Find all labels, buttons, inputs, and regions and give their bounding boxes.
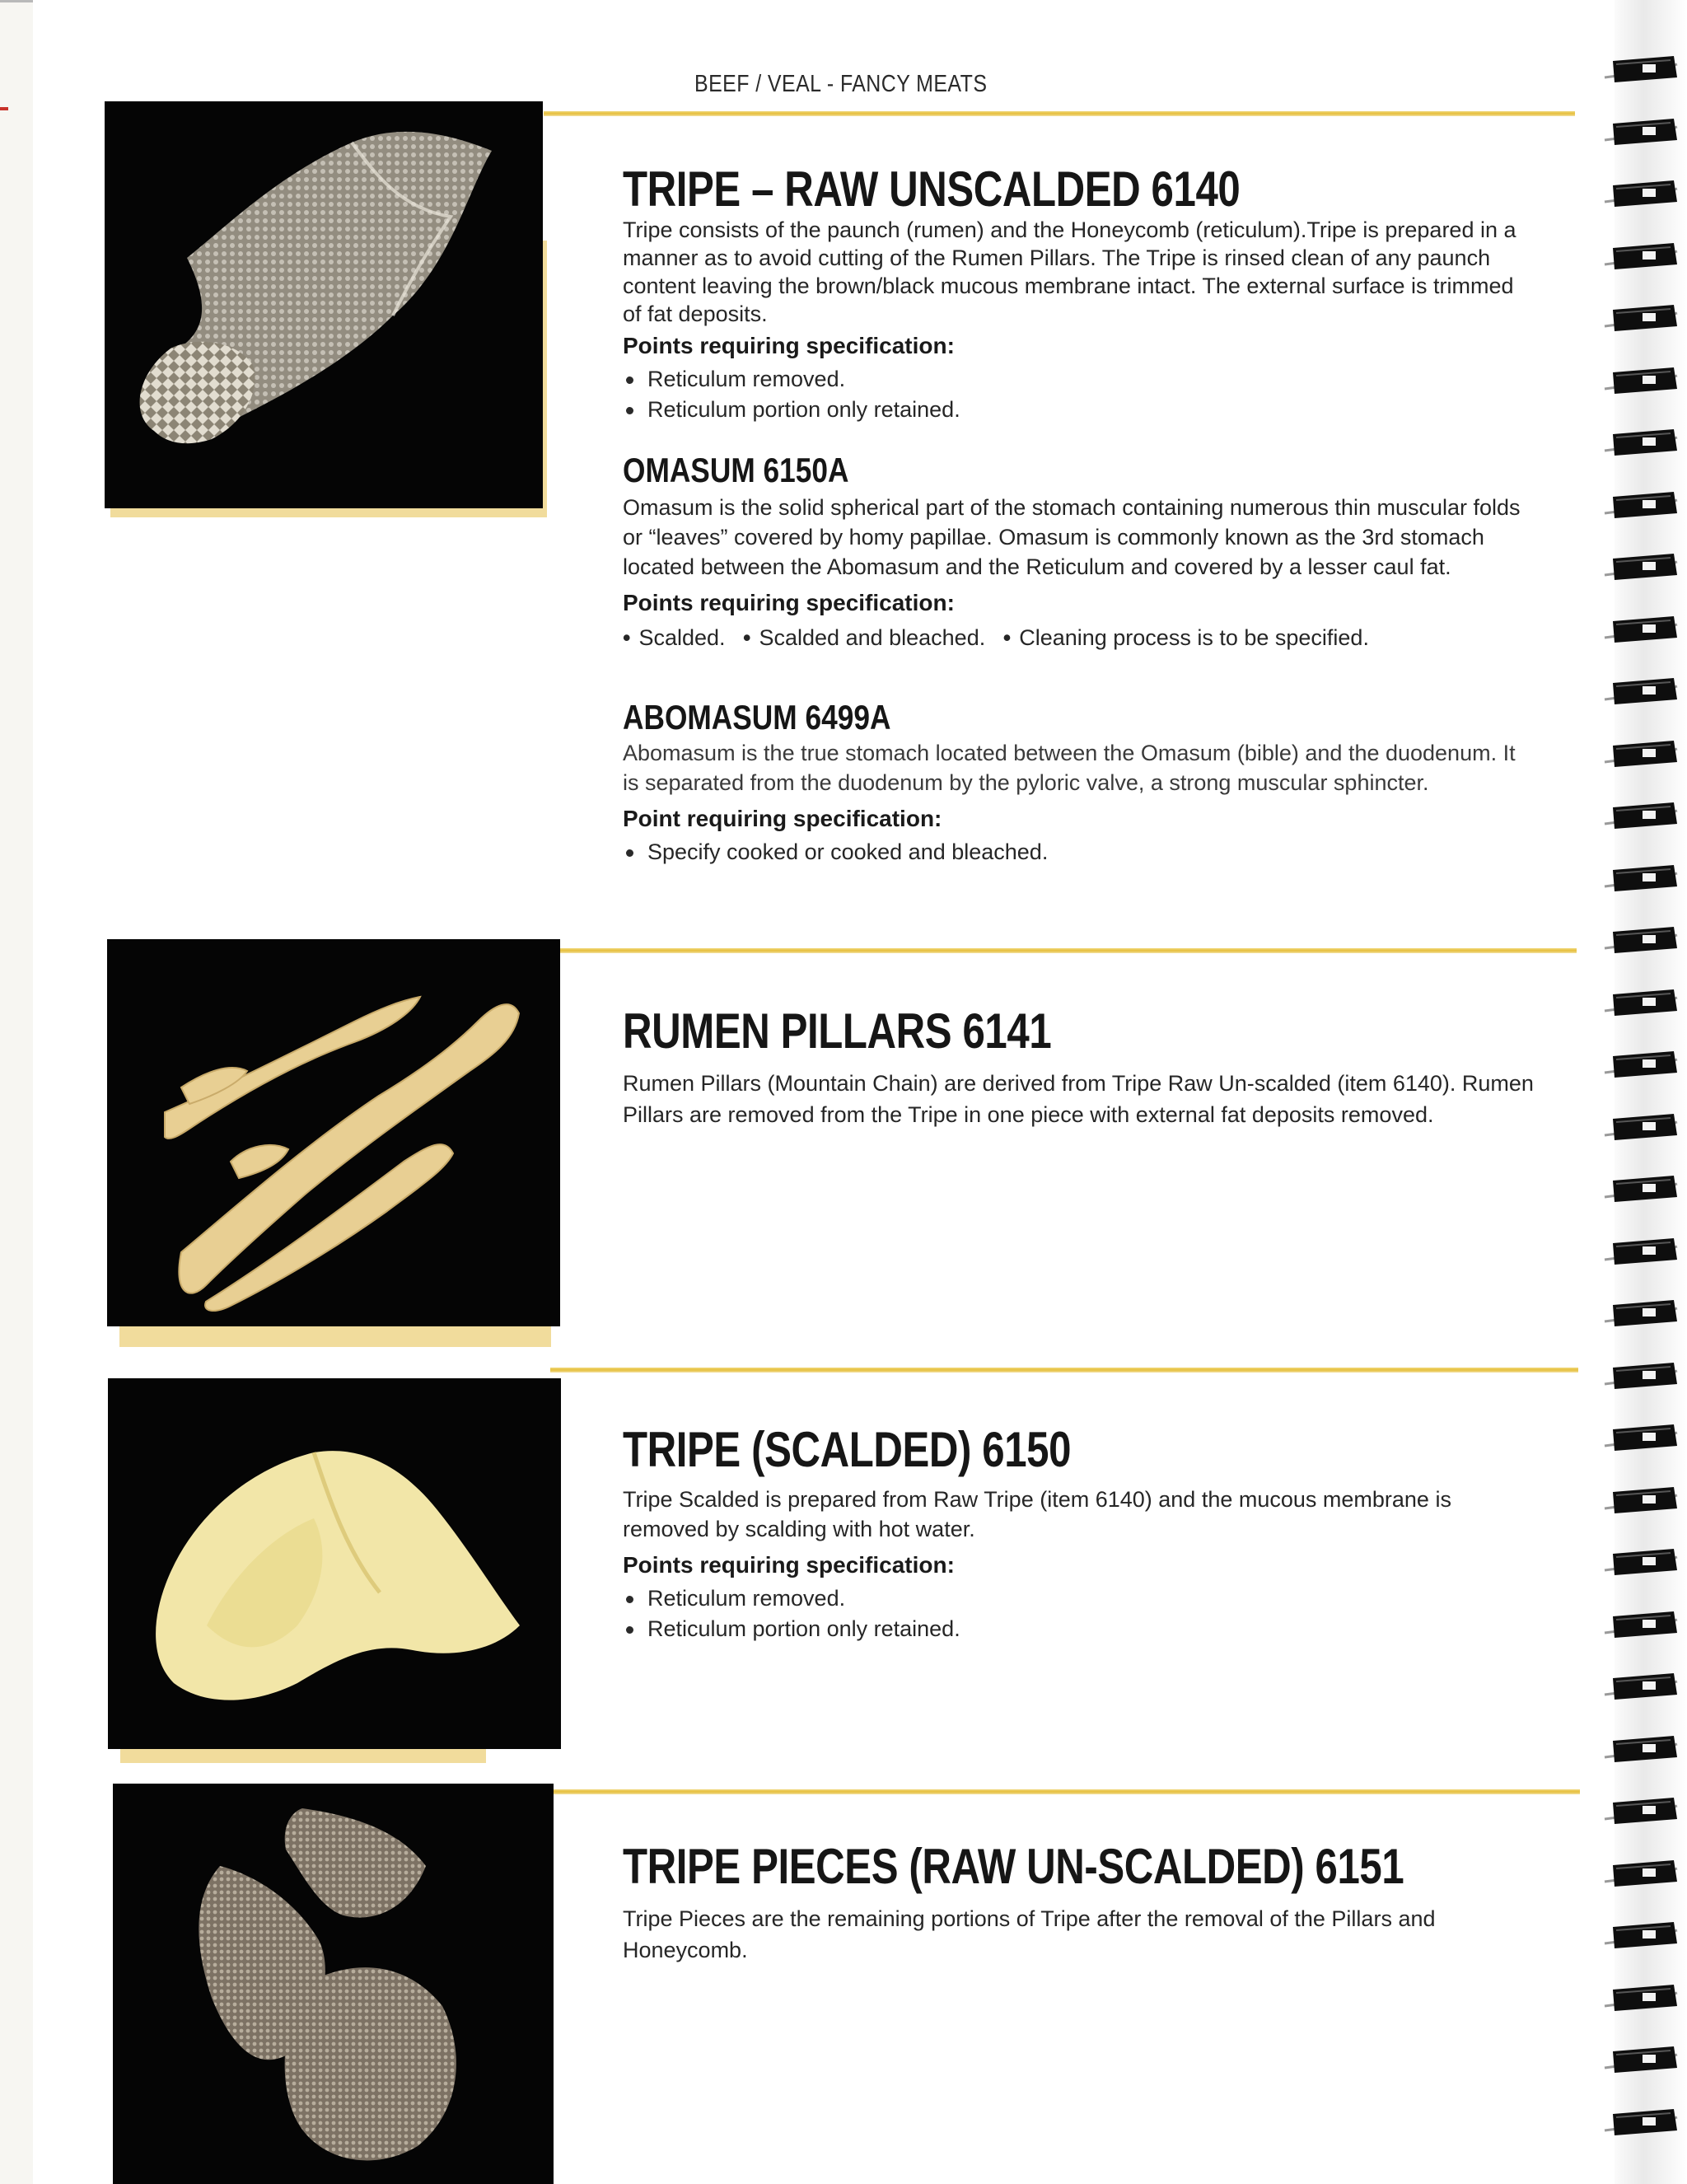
spec-label: Points requiring specification: xyxy=(623,1552,955,1578)
binding-coil xyxy=(1598,1915,1680,1953)
spec-point: Cleaning process is to be specified. xyxy=(1019,625,1369,650)
section-title: TRIPE (SCALDED) 6150 xyxy=(623,1422,1072,1477)
binding-coil xyxy=(1598,734,1680,772)
binding-coil xyxy=(1598,298,1680,336)
binding-coil xyxy=(1598,920,1680,958)
binding-coil xyxy=(1598,485,1680,523)
binding-coil xyxy=(1598,796,1680,834)
spec-label: Points requiring specification: xyxy=(623,590,955,615)
binding-coil xyxy=(1598,1169,1680,1207)
spec-point: Specify cooked or cooked and bleached. xyxy=(623,837,1578,868)
spec-points xyxy=(623,837,1578,868)
bullet-dot: • xyxy=(743,625,751,650)
binding-coil xyxy=(1598,858,1680,896)
section-title: OMASUM 6150A xyxy=(623,451,849,489)
binding-coil xyxy=(1598,112,1680,150)
binding-coil xyxy=(1598,1978,1680,2016)
photo-tripe-raw-unscalded-image xyxy=(105,101,543,508)
page-edge-mark xyxy=(0,107,8,110)
section-description: Tripe consists of the paunch (rumen) and the Honeycomb (reticulum).Tripe is prepared in a manner as to avoid cutting of the Rumen Pillars. The Tripe is rinsed clean of any paunch content leaving the brown/black mucous membrane intact. The external surface is trimmed of fat deposits. xyxy=(623,217,1516,326)
section-description: Rumen Pillars (Mountain Chain) are derived from Tripe Raw Un-scalded (item 6140). Rumen Pillars are removed from the Tripe in one piece with external fat deposits removed. xyxy=(623,1071,1534,1127)
spec-point: Scalded. xyxy=(638,625,726,650)
section-divider-4 xyxy=(550,1789,1580,1794)
bullet-dot: • xyxy=(1002,625,1012,650)
binding-coil xyxy=(1598,1293,1680,1331)
spec-points xyxy=(623,364,1578,425)
section-divider-2 xyxy=(549,948,1577,953)
binding-coil xyxy=(1598,610,1680,648)
spec-point: Reticulum removed. xyxy=(623,364,1578,395)
running-header: BEEF / VEAL - FANCY MEATS xyxy=(694,71,988,97)
spec-points xyxy=(623,1583,1578,1644)
binding-coil xyxy=(1598,1045,1680,1083)
binding-coil xyxy=(1598,1854,1680,1892)
section-title: TRIPE – RAW UNSCALDED 6140 xyxy=(623,161,1241,217)
binding-coil xyxy=(1598,671,1680,709)
binding-coil xyxy=(1598,1232,1680,1270)
bullet-dot: • xyxy=(623,625,631,650)
binding-coil xyxy=(1598,1791,1680,1829)
section-title: TRIPE PIECES (RAW UN-SCALDED) 6151 xyxy=(623,1839,1404,1894)
section-abomasum xyxy=(623,699,1578,868)
spec-point: Reticulum removed. xyxy=(623,1583,1578,1614)
binding-coil xyxy=(1598,1356,1680,1394)
section-description: Omasum is the solid spherical part of the stomach containing numerous thin muscular folds or “leaves” covered by homy papillae. Omasum is commonly known as the 3rd stomach located between the Abomasum and the Reticulum and covered by a lesser caul fat. xyxy=(623,495,1521,579)
section-tripe-scalded xyxy=(623,1424,1578,1644)
spec-label: Point requiring specification: xyxy=(623,806,942,831)
binding-coil xyxy=(1598,547,1680,585)
spec-label: Points requiring specification: xyxy=(623,333,955,358)
section-title: RUMEN PILLARS 6141 xyxy=(623,1003,1052,1059)
binding-coil xyxy=(1598,983,1680,1021)
binding-coil xyxy=(1598,2102,1680,2140)
binding-coil xyxy=(1598,423,1680,461)
section-title: ABOMASUM 6499A xyxy=(623,698,891,737)
section-divider-3 xyxy=(550,1368,1578,1373)
photo-rumen-pillars-image xyxy=(107,939,560,1326)
binding-coil xyxy=(1598,1667,1680,1705)
binding-coil xyxy=(1598,1542,1680,1580)
binding-coil xyxy=(1598,1729,1680,1767)
section-tripe-raw-unscalded xyxy=(623,163,1578,425)
section-description: Tripe Pieces are the remaining portions of Tripe after the removal of the Pillars and Honeycomb. xyxy=(623,1906,1436,1962)
binding-coil xyxy=(1598,1107,1680,1145)
binding-coil xyxy=(1598,361,1680,399)
spec-points xyxy=(623,623,1578,652)
section-description: Tripe Scalded is prepared from Raw Tripe (item 6140) and the mucous membrane is removed by scalding with hot water. xyxy=(623,1487,1451,1541)
spec-point: Reticulum portion only retained. xyxy=(623,1614,1578,1644)
photo-tripe-pieces-image xyxy=(113,1784,554,2184)
section-rumen-pillars xyxy=(623,1005,1578,1130)
spec-point: Scalded and bleached. xyxy=(759,625,986,650)
section-divider-1 xyxy=(544,111,1575,116)
binding-coil xyxy=(1598,1418,1680,1456)
binding-coil xyxy=(1598,1605,1680,1643)
section-description: Abomasum is the true stomach located between the Omasum (bible) and the duodenum. It is separated from the duodenum by the pyloric valve, a strong muscular sphincter. xyxy=(623,741,1516,795)
binding-coil xyxy=(1598,236,1680,274)
section-omasum xyxy=(623,451,1578,652)
photo-tripe-scalded-image xyxy=(108,1378,561,1749)
binding-coil xyxy=(1598,2040,1680,2078)
binding-coil xyxy=(1598,49,1680,87)
binding-coil xyxy=(1598,174,1680,212)
spec-point: Reticulum portion only retained. xyxy=(623,395,1578,425)
binding-coil xyxy=(1598,1480,1680,1518)
section-tripe-pieces xyxy=(623,1840,1578,1966)
